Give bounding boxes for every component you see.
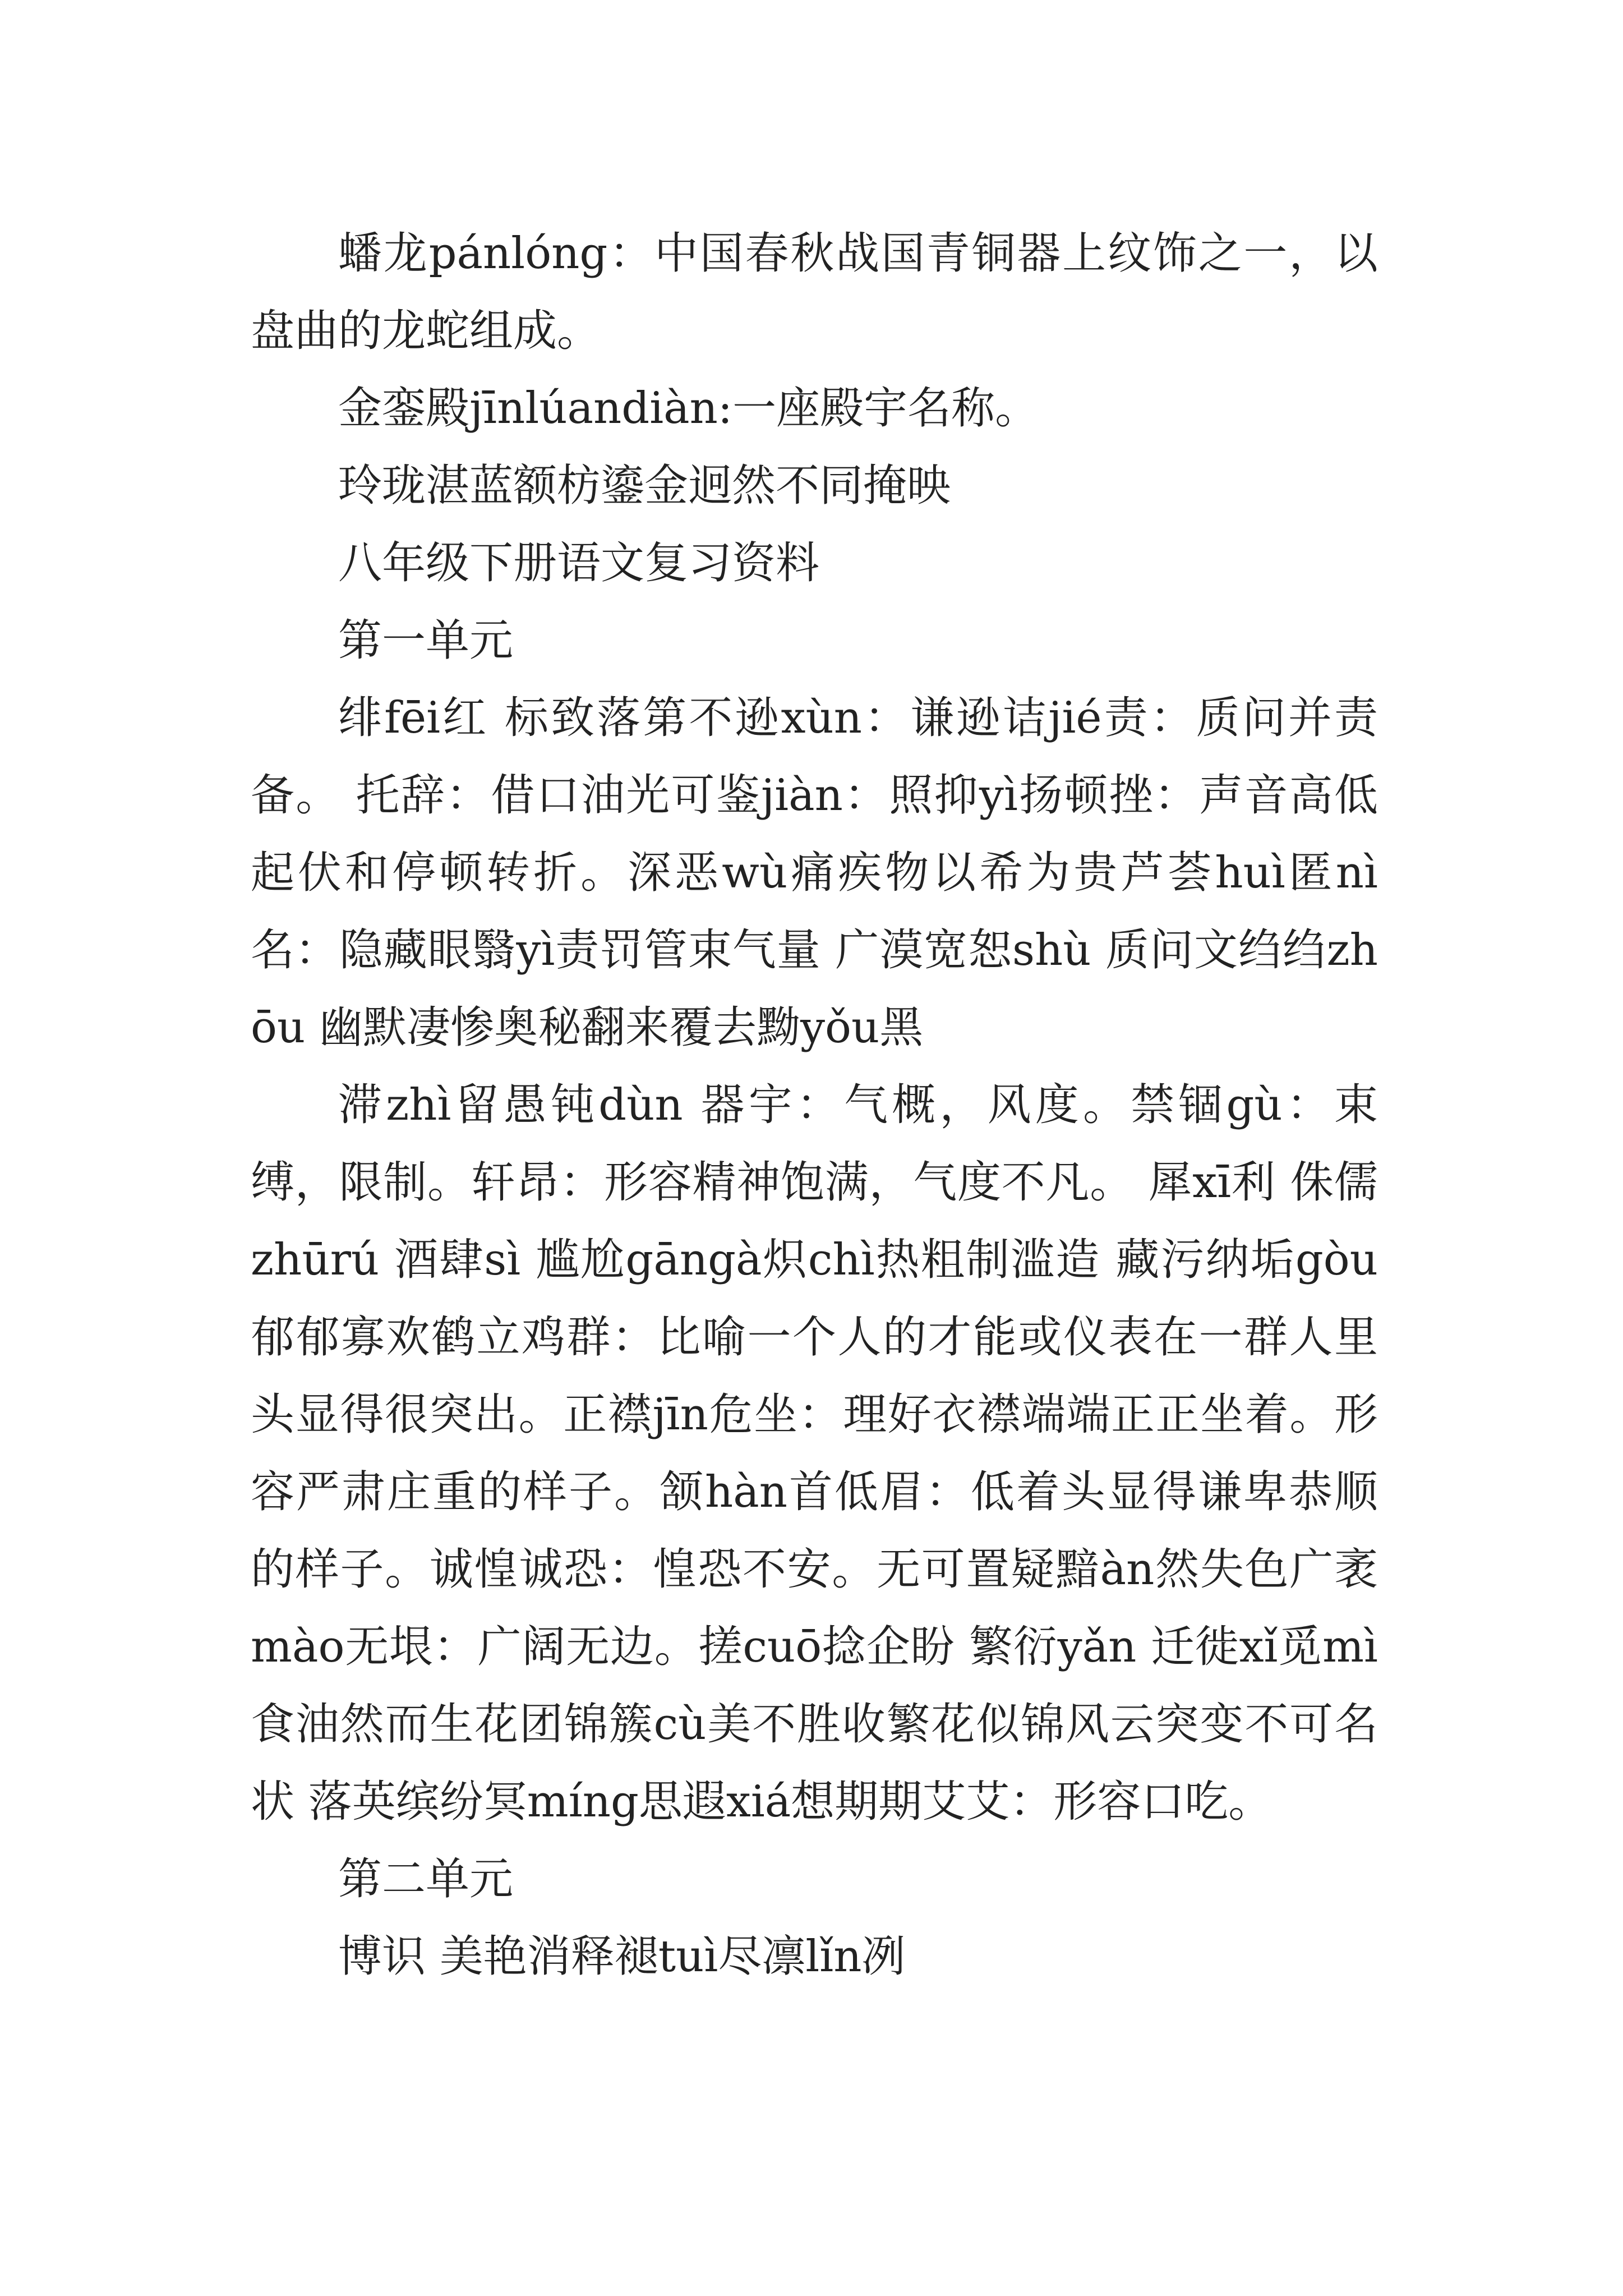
unit-two-heading: 第二单元 [338,1854,514,1904]
unit-two-vocab: 博识 美艳消释褪tuì尽凛lǐn冽 [338,1931,906,1982]
paragraph-panlong: 蟠龙pánlóng：中国春秋战国青铜器上纹饰之一，以盘曲的龙蛇组成。 [251,228,1378,356]
document-title: 八年级下册语文复习资料 [338,538,820,588]
paragraph-jinluandian: 金銮殿jīnlúandiàn:一座殿宇名称。 [338,383,1039,434]
unit-one-vocab-part2: 滞zhì留愚钝dùn 器宇：气概，风度。禁锢gù：束缚，限制。轩昂：形容精神饱满，气度不凡。 犀xī利 侏儒zhūrú 酒肆sì 尴尬gāngà炽chì热粗制滥造 藏污纳垢gòu 郁郁寡欢鹤立鸡群：比喻一个人的才能或仪表在一群人里头显得很突出。正襟jīn危坐：理好衣襟端端正正坐着。形容严肃庄重的样子。颔hàn首低眉：低着头显得谦卑恭顺的样子。诚惶诚恐：惶恐不安。无可置疑黯àn然失色广袤mào无垠：广阔无边。搓cuō捻企盼 繁衍yǎn 迁徙xǐ觅mì食油然而生花团锦簇cù美不胜收繁花似锦风云突变不可名状 落英缤纷冥míng思遐xiá想期期艾艾：形容口吃。 [251,1080,1378,1827]
unit-one-heading: 第一单元 [338,615,514,666]
paragraph-word-list: 玲珑湛蓝额枋鎏金迥然不同掩映 [338,461,951,511]
document-body [251,215,1378,1995]
unit-one-vocab-part1: 绯fēi红 标致落第不逊xùn：谦逊诘jié责：质问并责备。 托辞：借口油光可鉴jiàn：照抑yì扬顿挫：声音高低起伏和停顿转折。深恶wù痛疾物以希为贵芦荟huì匿nì名：隐藏眼翳yì责罚管束气量 广漠宽恕shù 质问文绉绉zhōu 幽默凄惨奥秘翻来覆去黝yǒu黑 [251,693,1378,1053]
